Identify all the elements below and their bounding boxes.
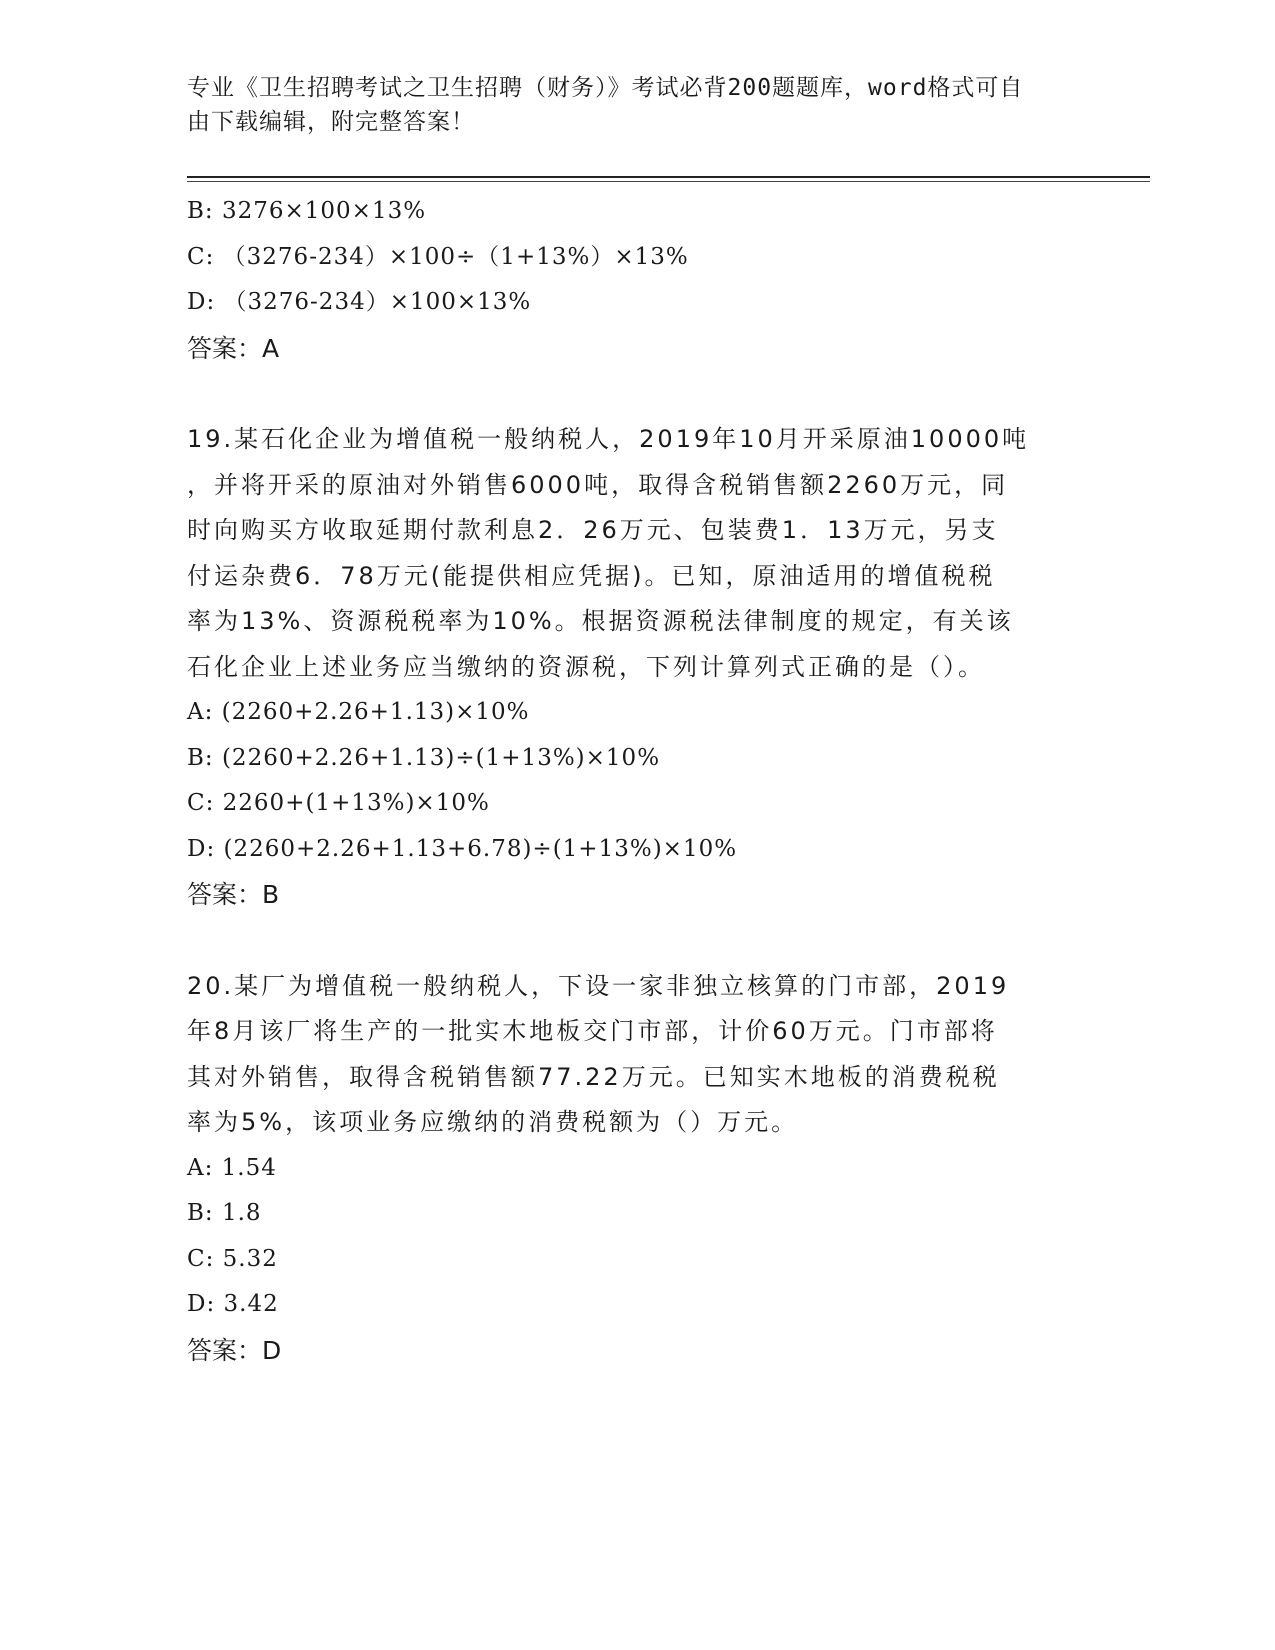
question-19 [187,417,1077,918]
q20-option-b: B: 1.8 [187,1200,262,1226]
q20-stem-line: 其对外销售，取得含税销售额77.22万元。已知实木地板的消费税税 [187,1062,1000,1091]
q19-stem-line: ，并将开采的原油对外销售6000吨，取得含税销售额2260万元，同 [187,470,1009,499]
q20-option-d: D: 3.42 [187,1291,279,1317]
q20-answer: 答案：D [187,1335,282,1365]
q19-stem-line: 石化企业上述业务应当缴纳的资源税，下列计算列式正确的是（）。 [187,652,985,681]
q20-stem-line: 年8月该厂将生产的一批实木地板交门市部，计价60万元。门市部将 [187,1017,998,1045]
q19-answer: 答案：B [187,880,280,909]
q19-stem-line: 付运杂费6．78万元(能提供相应凭据)。已知，原油适用的增值税税 [187,561,996,590]
question-18 [187,189,1077,371]
q19-option-b: B: (2260+2.26+1.13)÷(1+13%)×10% [187,744,661,771]
header-divider-thick [187,176,1150,178]
header-line-2: 由下载编辑，附完整答案！ [187,109,475,135]
q20-option-a: A: 1.54 [187,1154,277,1181]
q19-option-c: C: 2260+(1+13%)×10% [187,790,490,816]
q19-stem-line: 率为13%、资源税税率为10%。根据资源税法律制度的规定，有关该 [187,607,1014,635]
q18-option-c: C: （3276-234）×100÷（1+13%）×13% [187,243,689,270]
q20-stem-line: 率为5%，该项业务应缴纳的消费税额为（）万元。 [187,1108,799,1136]
question-20 [187,964,1077,1374]
header-line-1: 专业《卫生招聘考试之卫生招聘（财务）》考试必背200题题库，word格式可自 [187,75,1024,101]
q20-option-c: C: 5.32 [187,1245,278,1272]
q19-stem-line: 时向购买方收取延期付款利息2．26万元、包装费1．13万元，另支 [187,516,999,544]
q19-stem-line: 19.某石化企业为增值税一般纳税人，2019年10月开采原油10000吨 [187,425,1030,453]
q19-option-d: D: (2260+2.26+1.13+6.78)÷(1+13%)×10% [187,835,738,862]
q19-option-a: A: (2260+2.26+1.13)×10% [187,699,530,725]
question-content [187,189,1077,1373]
q20-stem-line: 20.某厂为增值税一般纳税人，下设一家非独立核算的门市部，2019 [187,971,1010,1000]
header-divider-thin [187,181,1150,182]
spacer [187,371,1077,417]
q18-option-b: B: 3276×100×13% [187,198,427,224]
page-header [187,71,1067,139]
q18-answer: 答案：A [187,333,280,363]
spacer [187,918,1077,964]
q18-option-d: D: （3276-234）×100×13% [187,289,532,315]
